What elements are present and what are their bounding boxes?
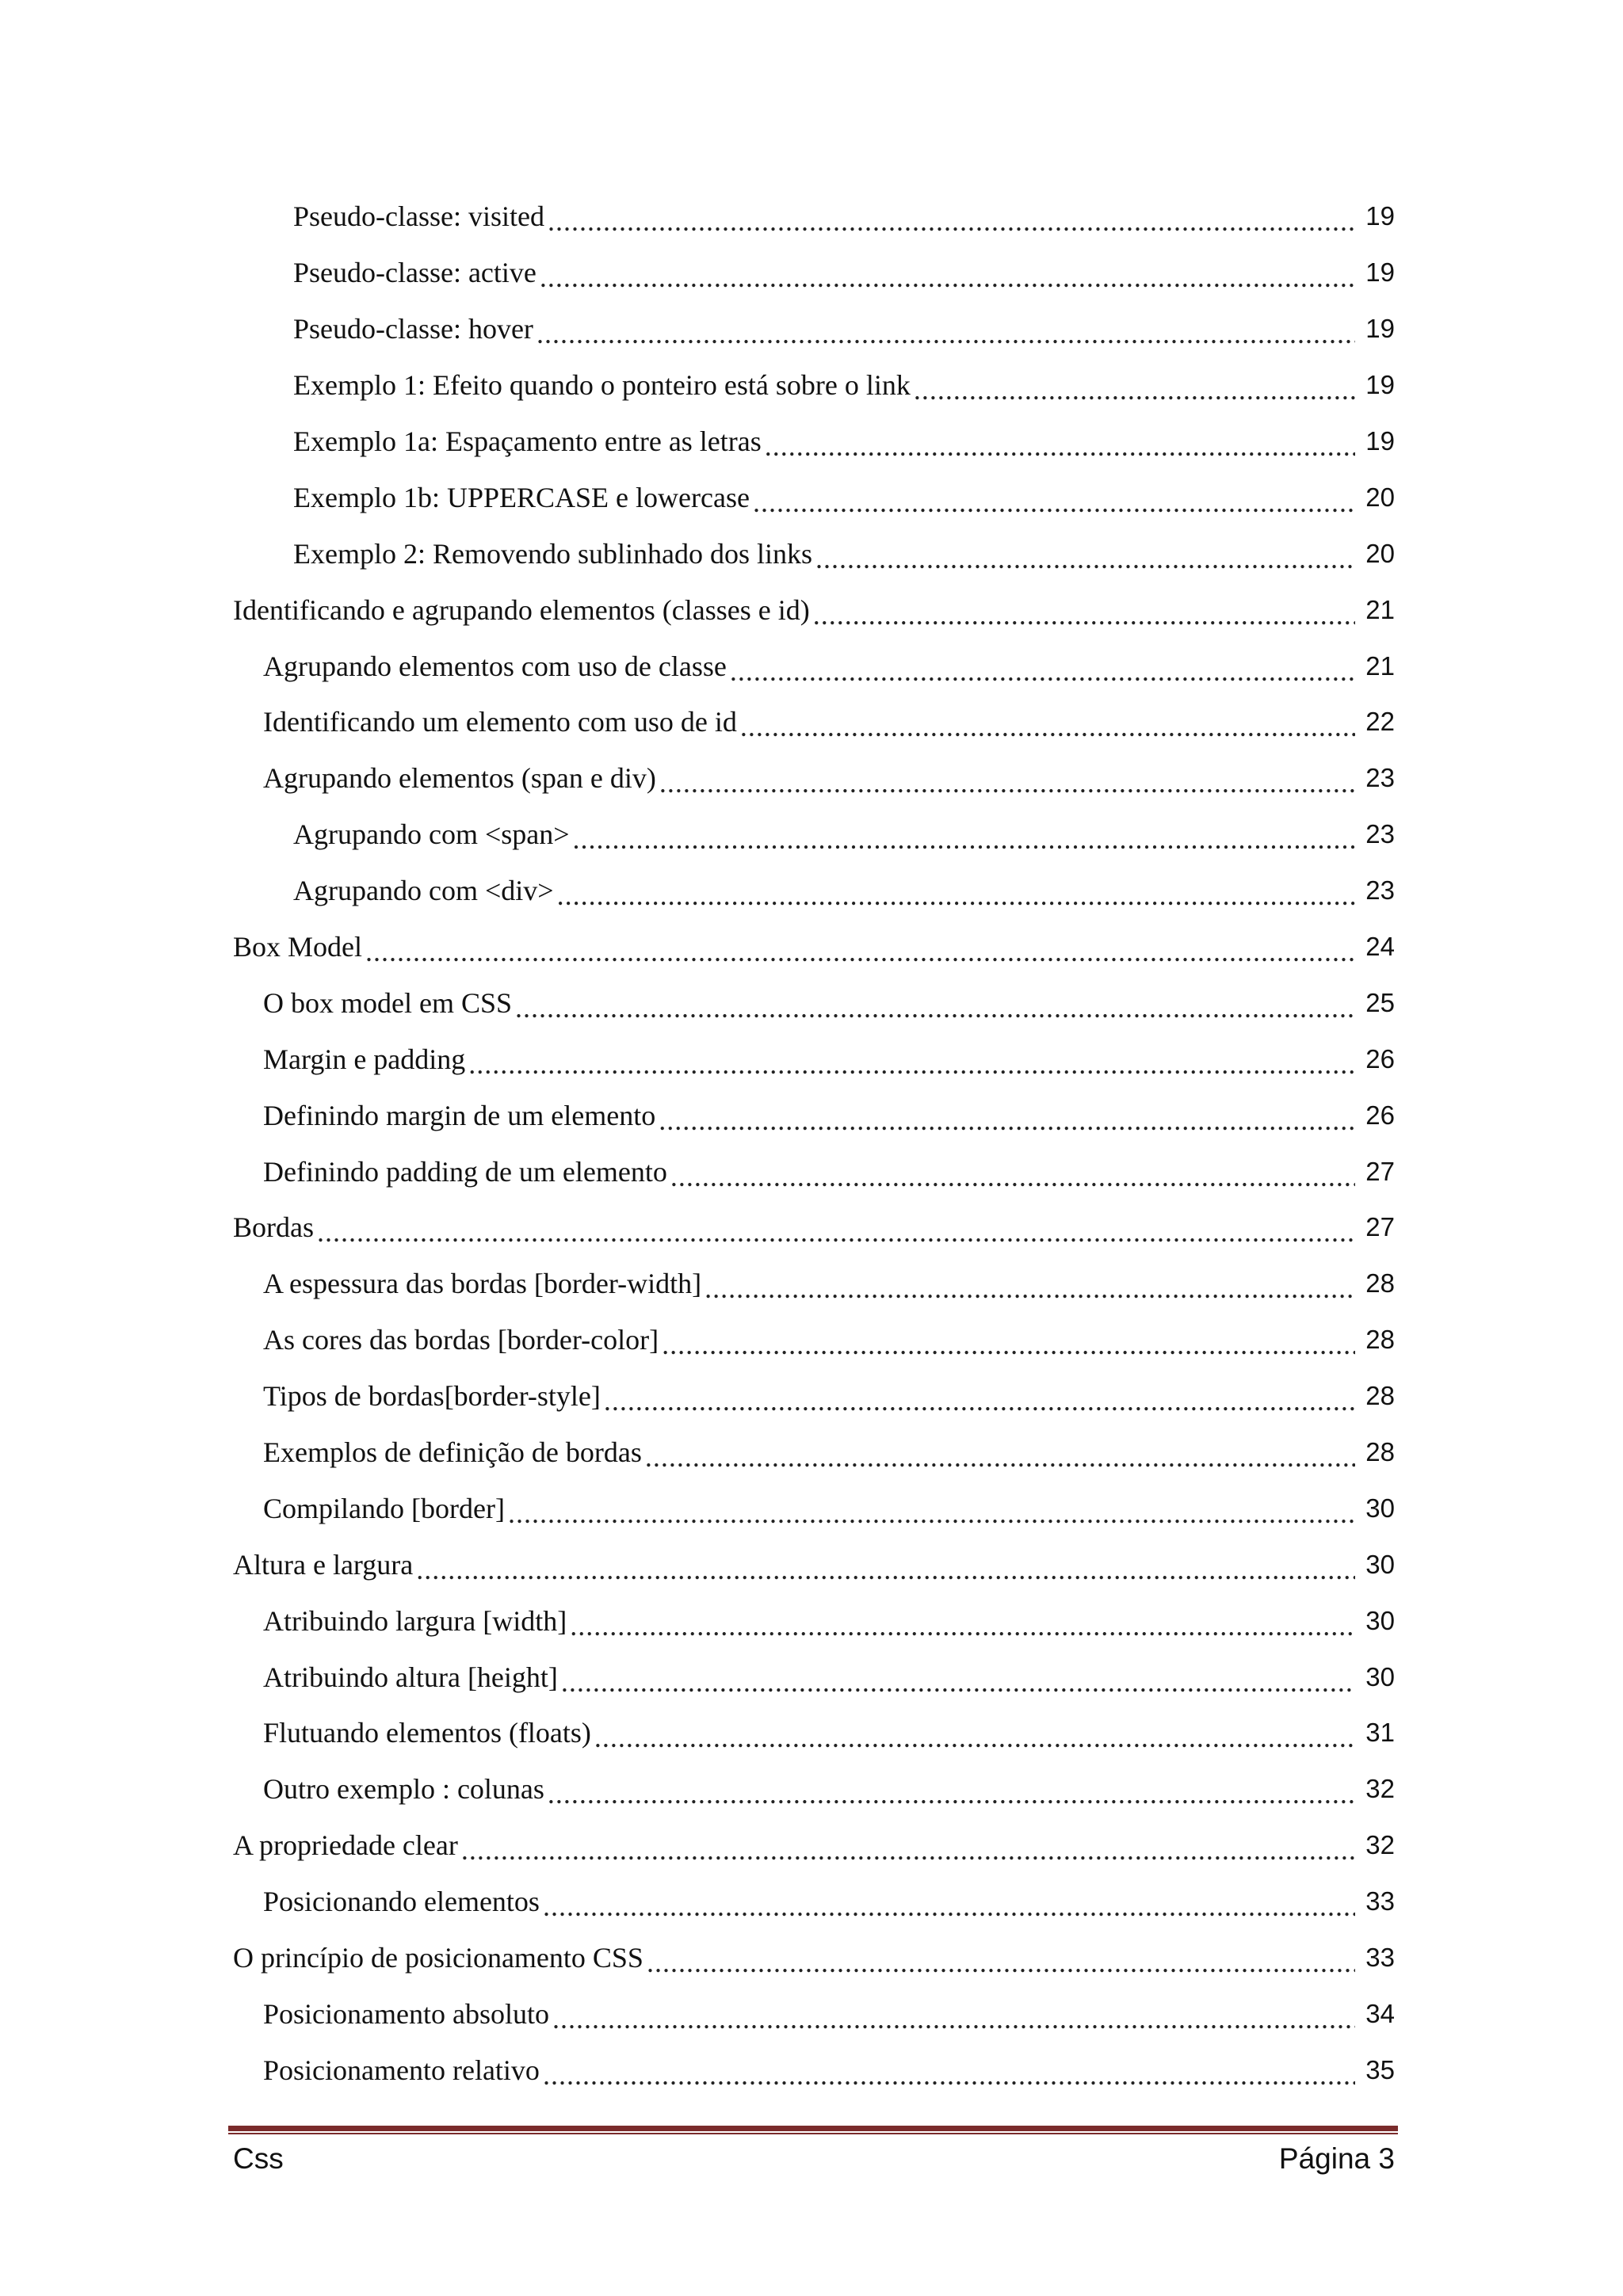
toc-dot-leader — [570, 1610, 1355, 1642]
toc-dot-leader — [548, 1778, 1355, 1810]
toc-entry-title: Definindo margin de um elemento — [263, 1099, 656, 1131]
toc-entry[interactable] — [233, 1199, 1395, 1256]
toc-dot-leader — [461, 1834, 1355, 1866]
toc-entry-title: Agrupando elementos (span e div) — [263, 762, 656, 795]
toc-dot-leader — [662, 1329, 1355, 1360]
toc-entry-title: Posicionamento relativo — [263, 2054, 540, 2086]
toc-dot-leader — [540, 261, 1355, 293]
toc-entry[interactable] — [233, 469, 1395, 525]
toc-entry[interactable] — [233, 694, 1395, 750]
toc-entry-page-number: 28 — [1365, 1437, 1395, 1467]
toc-entry-page-number: 22 — [1365, 707, 1395, 737]
toc-entry-page-number: 30 — [1365, 1493, 1395, 1523]
toc-entry-title: Exemplo 1b: UPPERCASE e lowercase — [293, 481, 750, 513]
toc-dot-leader — [557, 879, 1355, 911]
toc-entry-title: Compilando [border] — [263, 1492, 505, 1524]
toc-dot-leader — [647, 1947, 1355, 1978]
toc-entry[interactable] — [233, 1425, 1395, 1481]
toc-entry[interactable] — [233, 1143, 1395, 1199]
toc-entry[interactable] — [233, 1930, 1395, 1986]
toc-entry-title: Exemplo 1a: Espaçamento entre as letras — [293, 425, 762, 457]
toc-entry-title: Exemplos de definição de bordas — [263, 1436, 642, 1469]
toc-dot-leader — [537, 318, 1355, 349]
toc-entry[interactable] — [233, 1592, 1395, 1649]
toc-dot-leader — [705, 1272, 1355, 1304]
toc-dot-leader — [659, 767, 1355, 799]
toc-entry[interactable] — [233, 807, 1395, 863]
toc-entry-page-number: 35 — [1365, 2054, 1395, 2084]
toc-entry-page-number: 26 — [1365, 1100, 1395, 1130]
toc-entry-title: Atribuindo altura [height] — [263, 1661, 558, 1693]
toc-dot-leader — [416, 1554, 1355, 1585]
toc-entry-title: Agrupando com <span> — [293, 818, 570, 851]
toc-entry-page-number: 27 — [1365, 1212, 1395, 1242]
toc-dot-leader — [365, 936, 1355, 967]
toc-dot-leader — [594, 1722, 1355, 1753]
footer-rule-thick — [228, 2126, 1398, 2131]
toc-entry-page-number: 26 — [1365, 1043, 1395, 1074]
toc-entry-title: Posicionamento absoluto — [263, 1997, 549, 2030]
toc-entry[interactable] — [233, 1312, 1395, 1368]
toc-entry-page-number: 23 — [1365, 875, 1395, 906]
toc-dot-leader — [730, 655, 1355, 687]
toc-entry-page-number: 34 — [1365, 1998, 1395, 2028]
toc-entry-page-number: 20 — [1365, 538, 1395, 568]
footer-left-text: Css — [233, 2142, 284, 2175]
toc-entry-title: Agrupando elementos com uso de classe — [263, 650, 727, 682]
toc-dot-leader — [645, 1441, 1355, 1473]
toc-entry[interactable] — [233, 1536, 1395, 1592]
toc-entry[interactable] — [233, 525, 1395, 582]
toc-dot-leader — [815, 543, 1355, 574]
toc-dot-leader — [573, 823, 1355, 855]
toc-entry-page-number: 23 — [1365, 763, 1395, 793]
toc-dot-leader — [515, 992, 1355, 1024]
toc-entry-page-number: 19 — [1365, 257, 1395, 288]
toc-entry[interactable] — [233, 1368, 1395, 1425]
toc-entry-title: Posicionando elementos — [263, 1886, 540, 1918]
toc-entry-title: Identificando um elemento com uso de id — [263, 706, 737, 738]
toc-entry-page-number: 33 — [1365, 1886, 1395, 1917]
toc-entry-title: Exemplo 1: Efeito quando o ponteiro está sobre o link — [293, 369, 911, 402]
toc-entry-title: Pseudo-classe: hover — [293, 313, 533, 345]
toc-entry-page-number: 21 — [1365, 650, 1395, 681]
toc-entry[interactable] — [233, 1480, 1395, 1536]
toc-entry-page-number: 31 — [1365, 1718, 1395, 1748]
toc-entry-title: A espessura das bordas [border-width] — [263, 1268, 702, 1300]
toc-entry-page-number: 28 — [1365, 1325, 1395, 1355]
toc-entry[interactable] — [233, 414, 1395, 470]
toc-entry[interactable] — [233, 1705, 1395, 1761]
toc-entry[interactable] — [233, 1761, 1395, 1817]
toc-entry-page-number: 19 — [1365, 426, 1395, 456]
toc-entry[interactable] — [233, 357, 1395, 414]
toc-entry[interactable] — [233, 1649, 1395, 1705]
toc-entry-page-number: 20 — [1365, 482, 1395, 512]
toc-entry[interactable] — [233, 582, 1395, 638]
toc-dot-leader — [813, 599, 1355, 631]
toc-entry[interactable] — [233, 638, 1395, 694]
toc-entry-title: Bordas — [233, 1211, 314, 1244]
toc-dot-leader — [508, 1497, 1355, 1529]
toc-dot-leader — [561, 1666, 1355, 1698]
toc-entry-title: Pseudo-classe: visited — [293, 200, 544, 233]
toc-dot-leader — [765, 430, 1355, 462]
toc-entry-page-number: 25 — [1365, 987, 1395, 1017]
toc-entry[interactable] — [233, 1817, 1395, 1874]
toc-entry-page-number: 28 — [1365, 1381, 1395, 1411]
toc-dot-leader — [317, 1216, 1355, 1248]
footer-page-number: Página 3 — [1278, 2142, 1395, 2175]
toc-entry-title: Atribuindo largura [width] — [263, 1604, 567, 1637]
toc-entry[interactable] — [233, 974, 1395, 1031]
toc-entry-title: Tipos de bordas[border-style] — [263, 1380, 601, 1413]
toc-dot-leader — [468, 1048, 1355, 1080]
toc-entry-title: A propriedade clear — [233, 1829, 458, 1862]
toc-dot-leader — [604, 1385, 1355, 1417]
toc-dot-leader — [753, 486, 1355, 518]
toc-entry-title: O box model em CSS — [263, 986, 513, 1019]
toc-dot-leader — [543, 2059, 1355, 2091]
toc-entry-page-number: 32 — [1365, 1774, 1395, 1804]
footer-rule-thin — [228, 2133, 1398, 2134]
toc-entry-title: Definindo padding de um elemento — [263, 1155, 667, 1188]
toc-dot-leader — [552, 2003, 1355, 2035]
toc-entry-page-number: 30 — [1365, 1661, 1395, 1691]
toc-entry-page-number: 19 — [1365, 314, 1395, 344]
toc-entry-page-number: 30 — [1365, 1549, 1395, 1579]
toc-entry[interactable] — [233, 1031, 1395, 1087]
toc-entry-page-number: 24 — [1365, 932, 1395, 962]
toc-entry-title: O princípio de posicionamento CSS — [233, 1942, 643, 1974]
toc-entry[interactable] — [233, 301, 1395, 357]
toc-entry-page-number: 19 — [1365, 201, 1395, 231]
toc-entry-title: Outro exemplo : colunas — [263, 1773, 544, 1806]
toc-dot-leader — [740, 711, 1355, 742]
toc-entry-page-number: 19 — [1365, 370, 1395, 400]
toc-entry-page-number: 21 — [1365, 594, 1395, 624]
toc-dot-leader — [659, 1104, 1355, 1136]
toc-entry[interactable] — [233, 1986, 1395, 2042]
toc-entry-title: Agrupando com <div> — [293, 875, 554, 907]
toc-entry[interactable] — [233, 245, 1395, 301]
toc-entry[interactable] — [233, 189, 1395, 245]
toc-entry[interactable] — [233, 1256, 1395, 1312]
toc-entry[interactable] — [233, 2042, 1395, 2098]
table-of-contents — [233, 189, 1395, 2098]
toc-entry-title: Exemplo 2: Removendo sublinhado dos links — [293, 537, 812, 570]
toc-entry-title: Box Model — [233, 931, 363, 963]
toc-dot-leader — [670, 1161, 1355, 1192]
toc-entry-title: Margin e padding — [263, 1043, 466, 1075]
toc-dot-leader — [548, 205, 1355, 237]
toc-entry-page-number: 33 — [1365, 1943, 1395, 1973]
footer-rule — [228, 2126, 1398, 2135]
toc-entry[interactable] — [233, 863, 1395, 919]
toc-dot-leader — [543, 1890, 1355, 1922]
toc-entry-title: As cores das bordas [border-color] — [263, 1324, 659, 1356]
toc-entry-page-number: 27 — [1365, 1156, 1395, 1186]
toc-entry-page-number: 32 — [1365, 1830, 1395, 1860]
toc-entry-title: Flutuando elementos (floats) — [263, 1717, 591, 1749]
toc-entry-page-number: 28 — [1365, 1268, 1395, 1299]
toc-entry[interactable] — [233, 1087, 1395, 1143]
toc-entry-title: Pseudo-classe: active — [293, 257, 537, 289]
toc-dot-leader — [914, 374, 1355, 406]
toc-entry-page-number: 23 — [1365, 819, 1395, 849]
toc-entry-title: Identificando e agrupando elementos (classes e id) — [233, 593, 810, 626]
toc-entry-title: Altura e largura — [233, 1548, 414, 1581]
toc-entry[interactable] — [233, 919, 1395, 975]
toc-entry-page-number: 30 — [1365, 1605, 1395, 1635]
toc-entry[interactable] — [233, 750, 1395, 807]
toc-entry[interactable] — [233, 1874, 1395, 1930]
page-footer — [233, 2135, 1395, 2183]
